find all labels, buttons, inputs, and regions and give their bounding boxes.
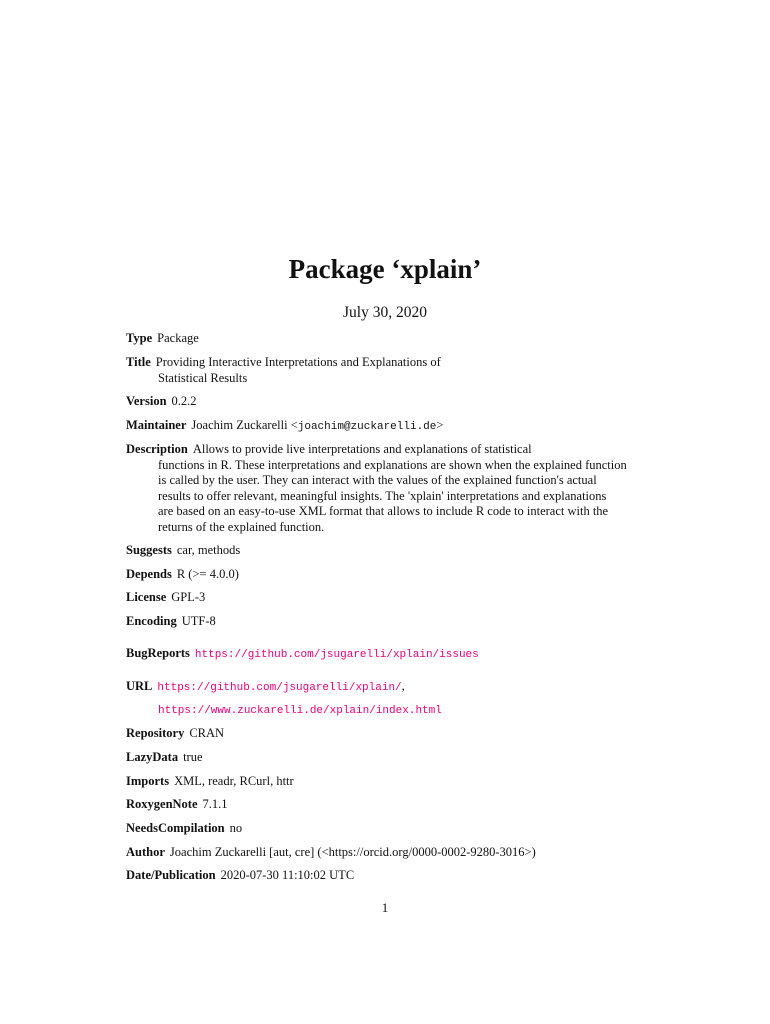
field-key: NeedsCompilation xyxy=(126,821,225,835)
field-value: R (>= 4.0.0) xyxy=(176,567,239,581)
github-link[interactable]: https://github.com/jsugarelli/xplain/ xyxy=(157,682,402,694)
field-imports xyxy=(126,774,646,790)
field-type xyxy=(126,331,646,347)
field-license xyxy=(126,590,646,606)
field-key: Date/Publication xyxy=(126,868,216,882)
field-needscompilation xyxy=(126,821,646,837)
field-key: Description xyxy=(126,442,188,456)
field-title xyxy=(126,355,646,386)
field-url-continuation xyxy=(158,702,678,720)
description-line: results to offer relevant, meaningful insights. The 'xplain' interpretations and explanations xyxy=(158,488,607,503)
field-value: Joachim Zuckarelli [aut, cre] (<https://orcid.org/0000-0002-9280-3016>) xyxy=(169,845,536,859)
field-key: License xyxy=(126,590,167,604)
field-value: 2020-07-30 11:10:02 UTC xyxy=(220,868,355,882)
field-key: LazyData xyxy=(126,750,179,764)
publication-date-header: July 30, 2020 xyxy=(343,304,427,321)
field-value: Allows to provide live interpretations and explanations of statistical xyxy=(192,442,532,456)
field-author xyxy=(126,845,646,861)
field-value-continuation: Statistical Results xyxy=(158,370,248,385)
field-value: 7.1.1 xyxy=(202,797,228,811)
field-key: Depends xyxy=(126,567,172,581)
field-roxygennote xyxy=(126,797,646,813)
page-number: 1 xyxy=(381,900,389,915)
field-key: Repository xyxy=(126,726,185,740)
field-maintainer xyxy=(126,418,646,436)
field-key: Author xyxy=(126,845,165,859)
field-value: CRAN xyxy=(189,726,225,740)
field-date-publication xyxy=(126,868,646,884)
field-key: Imports xyxy=(126,774,170,788)
field-key: Type xyxy=(126,331,153,345)
field-bugreports xyxy=(126,646,646,664)
field-value-close: > xyxy=(436,418,444,432)
field-repository xyxy=(126,726,646,742)
field-value: 0.2.2 xyxy=(171,394,197,408)
field-value: car, methods xyxy=(176,543,241,557)
field-encoding xyxy=(126,614,646,630)
field-value: GPL-3 xyxy=(171,590,206,604)
field-value: Package xyxy=(157,331,199,345)
field-key: Maintainer xyxy=(126,418,187,432)
field-key: Title xyxy=(126,355,151,369)
field-value: true xyxy=(183,750,203,764)
field-key: Version xyxy=(126,394,167,408)
field-key: URL xyxy=(126,679,153,693)
field-lazydata xyxy=(126,750,646,766)
field-depends xyxy=(126,567,646,583)
field-key: Encoding xyxy=(126,614,177,628)
url-separator: , xyxy=(401,679,405,693)
field-value: UTF-8 xyxy=(181,614,216,628)
field-version xyxy=(126,394,646,410)
description-line: is called by the user. They can interact with the values of the explained function's actual xyxy=(158,473,597,487)
description-line: functions in R. These interpretations and explanations are shown when the explained function xyxy=(158,457,627,472)
field-url xyxy=(126,679,646,697)
description-line: are based on an easy-to-use XML format that allows to include R code to interact with the xyxy=(158,504,609,518)
field-value: Joachim Zuckarelli < xyxy=(191,418,298,432)
page-title: Package ‘xplain’ xyxy=(288,254,482,284)
field-key: Suggests xyxy=(126,543,172,557)
field-suggests xyxy=(126,543,646,559)
bugreports-link[interactable]: https://github.com/jsugarelli/xplain/issues xyxy=(194,649,479,661)
field-value: XML, readr, RCurl, httr xyxy=(174,774,294,788)
field-key: BugReports xyxy=(126,646,190,660)
field-value: Providing Interactive Interpretations and Explanations of xyxy=(155,355,441,369)
field-value: no xyxy=(229,821,243,835)
field-key: RoxygenNote xyxy=(126,797,198,811)
description-line: returns of the explained function. xyxy=(158,519,325,534)
homepage-link[interactable]: https://www.zuckarelli.de/xplain/index.html xyxy=(158,705,442,717)
field-description xyxy=(126,442,646,535)
maintainer-email: joachim@zuckarelli.de xyxy=(297,421,437,433)
